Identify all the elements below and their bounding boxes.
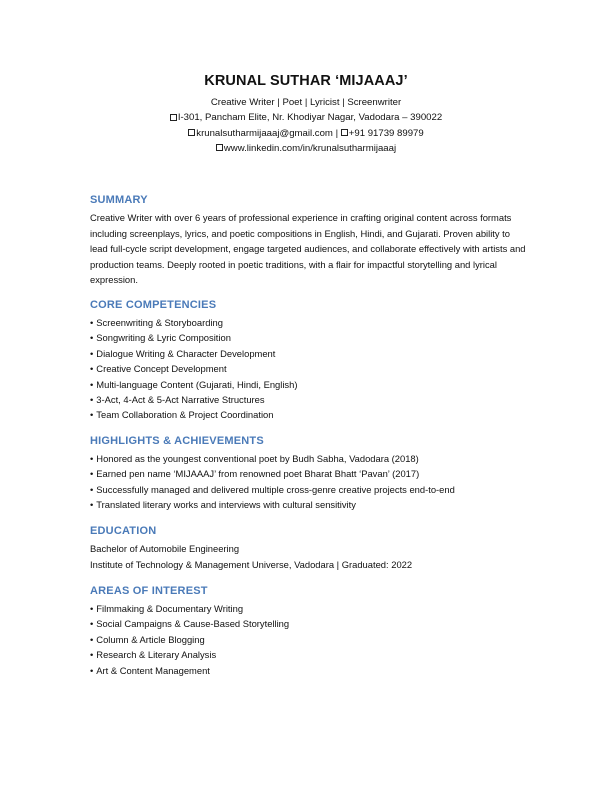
list-item: • Earned pen name ‘MIJAAAJ’ from renowned poet Bharat Bhatt ‘Pavan’ (2017) xyxy=(90,468,420,480)
summary-text: Creative Writer with over 6 years of professional experience in crafting original content across formats including screenplays, lyrics, and poetic compositions in English, Hindi, and Gujarati. Proven ability to lead full-cycle script development, engage targeted audiences, and collaborate effectively with artists and production teams. Deeply rooted in poetic traditions, with a flair for impactful storytelling and lyrical expression. xyxy=(90,212,526,285)
phone-icon xyxy=(341,129,348,136)
list-item: • Screenwriting & Storyboarding xyxy=(90,317,223,328)
highlights-heading: HIGHLIGHTS & ACHIEVEMENTS xyxy=(90,435,264,447)
phone-number[interactable]: +91 91739 89979 xyxy=(348,127,424,139)
address-text: I-301, Pancham Elite, Nr. Khodiyar Nagar, Vadodara – 390022 xyxy=(177,112,443,124)
list-item: • Honored as the youngest conventional poet by Budh Sabha, Vadodara (2018) xyxy=(90,453,419,464)
education-heading: EDUCATION xyxy=(90,525,157,537)
education-institute: Institute of Technology & Management Universe, Vadodara | Graduated: 2022 xyxy=(90,558,413,570)
list-item: • Successfully managed and delivered multiple cross-genre creative projects end-to-end xyxy=(90,483,455,495)
resume-header xyxy=(0,72,612,156)
highlights-section xyxy=(90,434,530,513)
list-item: • Filmmaking & Documentary Writing xyxy=(90,603,244,614)
linkedin-icon xyxy=(216,144,223,151)
list-item: • 3-Act, 4-Act & 5-Act Narrative Structures xyxy=(90,394,265,406)
candidate-name: KRUNAL SUTHAR ‘MIJAAAJ’ xyxy=(204,73,408,89)
list-item: • Translated literary works and interviews with cultural sensitivity xyxy=(90,499,356,511)
list-item: • Art & Content Management xyxy=(90,664,210,676)
list-item: • Social Campaigns & Cause-Based Storytelling xyxy=(90,618,290,630)
competencies-section xyxy=(90,298,530,423)
email-link[interactable]: krunalsutharmijaaaj@gmail.com xyxy=(196,127,333,139)
contact-separator: | xyxy=(335,127,339,139)
email-icon xyxy=(188,129,195,136)
highlights-list xyxy=(90,451,530,513)
linkedin-line xyxy=(0,141,612,156)
list-item: • Research & Literary Analysis xyxy=(90,649,217,661)
tagline: Creative Writer | Poet | Lyricist | Screenwriter xyxy=(210,97,402,108)
competencies-list xyxy=(90,315,530,423)
location-icon xyxy=(170,114,177,121)
linkedin-link[interactable]: www.linkedin.com/in/krunalsutharmijaaaj xyxy=(223,142,397,154)
address-line xyxy=(0,110,612,125)
interests-section xyxy=(90,584,530,678)
competencies-heading: CORE COMPETENCIES xyxy=(90,299,217,311)
list-item: • Team Collaboration & Project Coordination xyxy=(90,409,274,421)
list-item: • Songwriting & Lyric Composition xyxy=(90,332,231,344)
interests-list xyxy=(90,601,530,678)
list-item: • Creative Concept Development xyxy=(90,363,227,375)
list-item: • Multi-language Content (Gujarati, Hindi, English) xyxy=(90,378,298,390)
summary-section xyxy=(90,193,530,288)
education-section xyxy=(90,524,530,572)
summary-heading: SUMMARY xyxy=(90,194,148,206)
contact-line xyxy=(0,126,612,141)
list-item: • Column & Article Blogging xyxy=(90,633,205,645)
interests-heading: AREAS OF INTEREST xyxy=(90,585,208,597)
list-item: • Dialogue Writing & Character Development xyxy=(90,347,276,359)
education-degree: Bachelor of Automobile Engineering xyxy=(90,543,240,554)
